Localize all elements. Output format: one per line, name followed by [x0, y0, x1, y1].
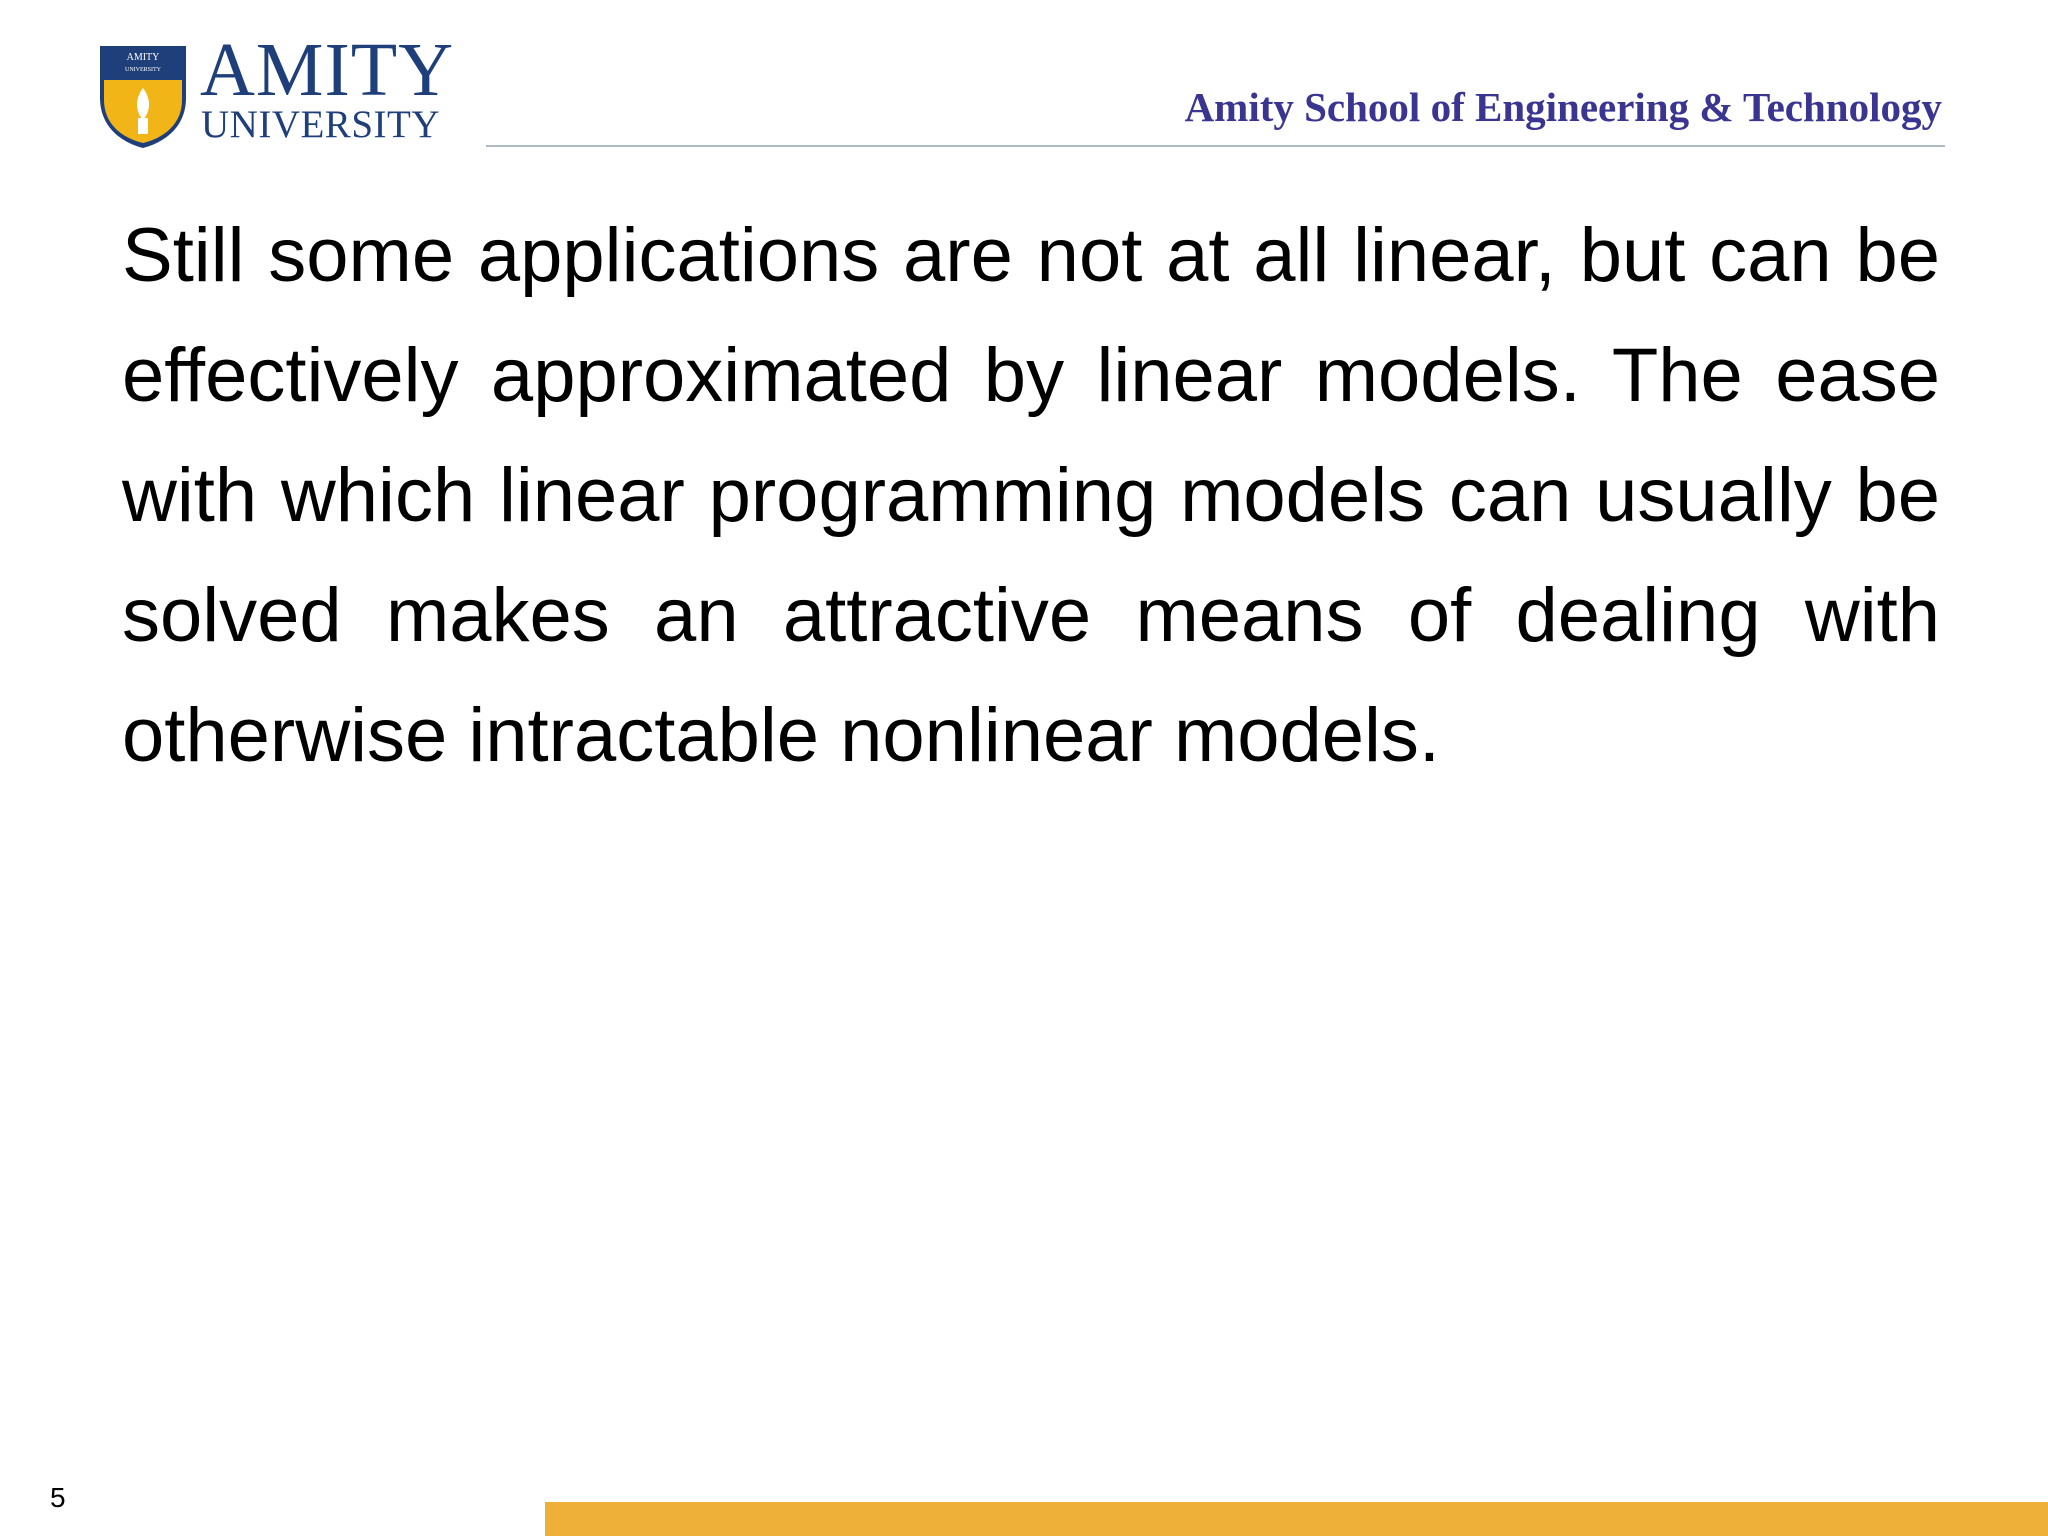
logo-wordmark-amity: AMITY	[200, 28, 455, 112]
amity-university-logo	[96, 28, 455, 150]
footer-accent-bar	[545, 1502, 2048, 1536]
header-divider	[486, 145, 1945, 147]
slide-body-text: Still some applications are not at all linear, but can be effectively approximated by linear models. The ease with which linear programming models can usually be solved makes an attractive means of dealing with otherwise intractable nonlinear models.	[122, 213, 1940, 778]
svg-text:UNIVERSITY: UNIVERSITY	[125, 67, 161, 73]
logo-wordmark-university: UNIVERSITY	[201, 103, 440, 146]
slide-number: 5	[50, 1482, 66, 1513]
svg-text:AMITY: AMITY	[126, 52, 160, 63]
shield-icon	[96, 40, 190, 150]
school-name: Amity School of Engineering & Technology	[1184, 84, 1942, 130]
